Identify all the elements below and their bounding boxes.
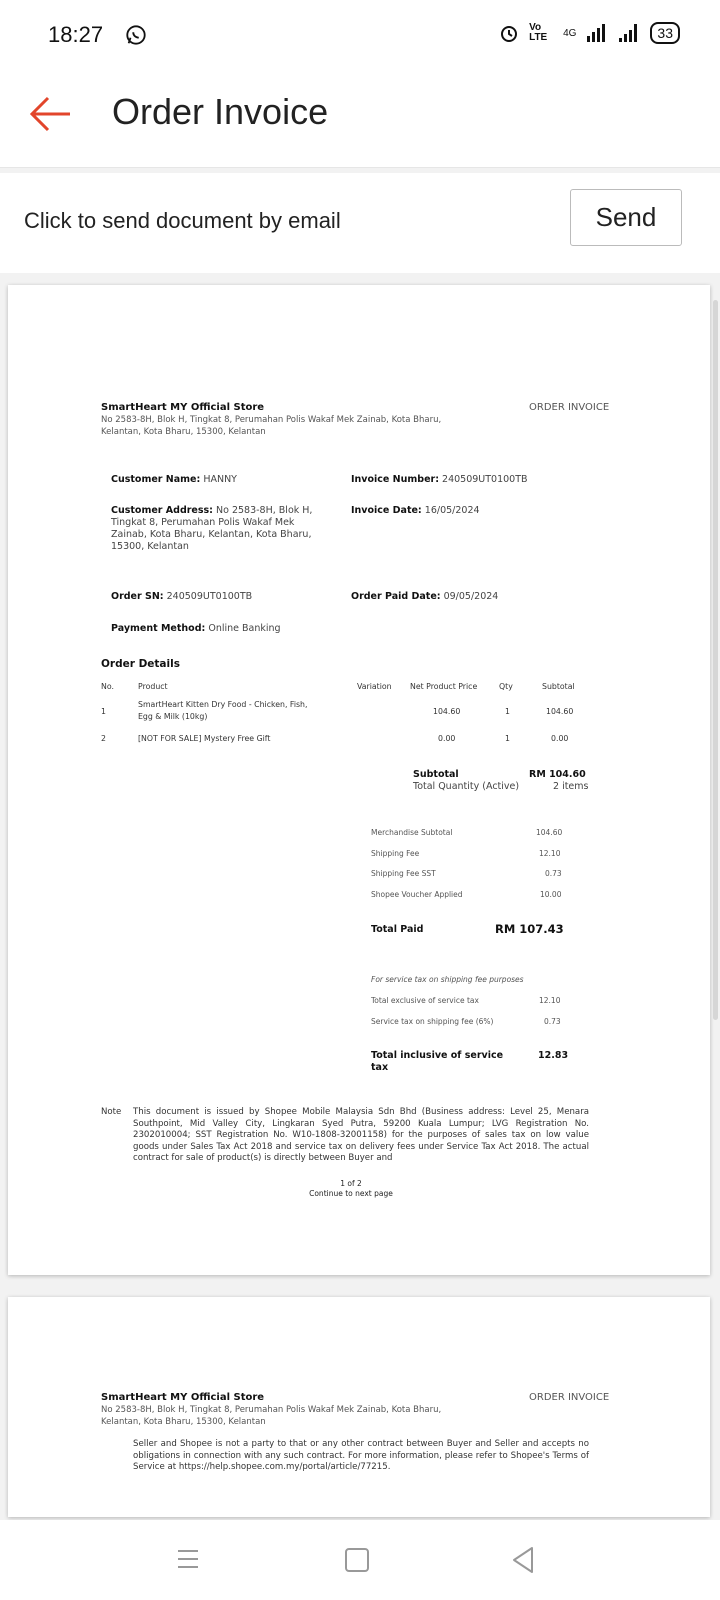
system-nav-bar (0, 1520, 720, 1600)
total-qty-value: 2 items (553, 781, 589, 792)
order-details-title: Order Details (101, 658, 180, 670)
item-2-product: [NOT FOR SALE] Mystery Free Gift (138, 734, 271, 743)
send-email-label: Click to send document by email (24, 208, 341, 233)
summary-sst-label: Shipping Fee SST (371, 869, 436, 878)
summary-voucher-value: 10.00 (540, 890, 562, 899)
total-paid-label: Total Paid (371, 924, 424, 935)
network-type: 4G (563, 27, 577, 39)
payment-method: Payment Method: Online Banking (111, 623, 281, 634)
battery-icon: 33 (650, 22, 680, 44)
page-number: 1 of 2 (340, 1179, 362, 1188)
signal-icon-2 (618, 24, 640, 42)
col-qty: Qty (499, 682, 513, 691)
status-time: 18:27 (48, 22, 104, 47)
item-1-qty: 1 (505, 707, 510, 716)
page-title: Order Invoice (112, 91, 329, 132)
page2-document-type: ORDER INVOICE (529, 1392, 610, 1403)
volte-indicator: Vo LTE (529, 22, 548, 43)
summary-shipping-value: 12.10 (539, 849, 561, 858)
note-label: Note (101, 1107, 122, 1117)
status-bar (0, 0, 720, 72)
subtotal-label: Subtotal (413, 769, 459, 780)
back-arrow-icon[interactable] (26, 90, 74, 138)
customer-address: Customer Address: No 2583-8H, Blok H, Tingkat 8, Perumahan Polis Wakaf Mek Zainab, Kota Bharu, Kelantan, Kota Bharu, 15300, Kelantan (111, 505, 313, 552)
total-paid-value: RM 107.43 (495, 922, 564, 936)
order-paid-date: Order Paid Date: 09/05/2024 (351, 591, 499, 602)
send-email-bar (0, 173, 720, 273)
item-1-product: SmartHeart Kitten Dry Food - Chicken, Fish, Egg & Milk (10kg) (138, 700, 308, 721)
total-incl-value: 12.83 (538, 1050, 569, 1061)
page2-store-address-line1: No 2583-8H, Blok H, Tingkat 8, Perumahan Polis Wakaf Mek Zainab, Kota Bharu, (101, 1405, 442, 1415)
note-text: This document is issued by Shopee Mobile Malaysia Sdn Bhd (Business address: Level 25, Menara Southpoint, Mid Valley City, Lingkaran Syed Putra, 59200 Kuala Lumpur; LVG Registration No. 2302010004; SST Registration No. W10-1808-32001158) for the purposes of sales tax on low value goods under Sales Tax Act 2018 and service tax on delivery fees under Service Tax Act 2018. The actual contract for sale of product(s) is directly between Buyer and (133, 1107, 589, 1163)
store-address-line2: Kelantan, Kota Bharu, 15300, Kelantan (101, 427, 266, 437)
invoice-page-1[interactable] (8, 285, 710, 1275)
item-2-no: 2 (101, 734, 106, 743)
total-qty-label: Total Quantity (Active) (413, 781, 520, 792)
nav-back-icon[interactable] (510, 1546, 536, 1574)
app-bar (0, 72, 720, 168)
document-type: ORDER INVOICE (529, 402, 610, 413)
col-net-price: Net Product Price (410, 682, 478, 691)
item-2-qty: 1 (505, 734, 510, 743)
col-product: Product (138, 682, 168, 691)
recent-apps-icon[interactable] (176, 1547, 200, 1571)
item-2-subtotal: 0.00 (551, 734, 569, 743)
summary-sst-value: 0.73 (545, 869, 562, 878)
alarm-icon (499, 23, 519, 43)
store-name: SmartHeart MY Official Store (101, 402, 265, 413)
col-variation: Variation (357, 682, 392, 691)
tax-excl-value: 12.10 (539, 996, 561, 1005)
invoice-number: Invoice Number: 240509UT0100TB (351, 474, 528, 485)
store-address-line1: No 2583-8H, Blok H, Tingkat 8, Perumahan Polis Wakaf Mek Zainab, Kota Bharu, (101, 415, 442, 425)
item-1-price: 104.60 (433, 707, 461, 716)
scrollbar[interactable] (713, 300, 718, 1020)
col-no: No. (101, 682, 114, 691)
summary-voucher-label: Shopee Voucher Applied (371, 890, 463, 899)
continue-text: Continue to next page (309, 1189, 393, 1198)
whatsapp-icon (125, 24, 147, 46)
summary-merch-label: Merchandise Subtotal (371, 828, 453, 837)
signal-icon-1 (586, 24, 608, 42)
customer-name: Customer Name: HANNY (111, 474, 237, 485)
tax-service-value: 0.73 (544, 1017, 561, 1026)
invoice-date: Invoice Date: 16/05/2024 (351, 505, 480, 516)
summary-merch-value: 104.60 (536, 828, 563, 837)
send-button[interactable]: Send (570, 189, 682, 246)
tax-excl-label: Total exclusive of service tax (371, 996, 479, 1005)
tax-note: For service tax on shipping fee purposes (371, 975, 524, 984)
page2-text: Seller and Shopee is not a party to that or any other contract between Buyer and Seller and accepts no obligations in connection with any such contract. For more information, please refer to Shopee's Terms of Service at https://help.shopee.com.my/portal/article/77215. (133, 1439, 589, 1472)
tax-service-label: Service tax on shipping fee (6%) (371, 1017, 494, 1026)
item-1-subtotal: 104.60 (546, 707, 574, 716)
page2-store-address-line2: Kelantan, Kota Bharu, 15300, Kelantan (101, 1417, 266, 1427)
item-2-price: 0.00 (438, 734, 456, 743)
total-incl-label: Total inclusive of service tax (371, 1050, 504, 1073)
subtotal-value: RM 104.60 (529, 769, 586, 780)
summary-shipping-label: Shipping Fee (371, 849, 420, 858)
page2-store-name: SmartHeart MY Official Store (101, 1392, 265, 1403)
invoice-page-2[interactable] (8, 1297, 710, 1517)
item-1-no: 1 (101, 707, 106, 716)
order-sn: Order SN: 240509UT0100TB (111, 591, 253, 602)
status-icons (499, 22, 680, 44)
col-subtotal: Subtotal (542, 682, 575, 691)
home-icon[interactable] (345, 1548, 369, 1572)
